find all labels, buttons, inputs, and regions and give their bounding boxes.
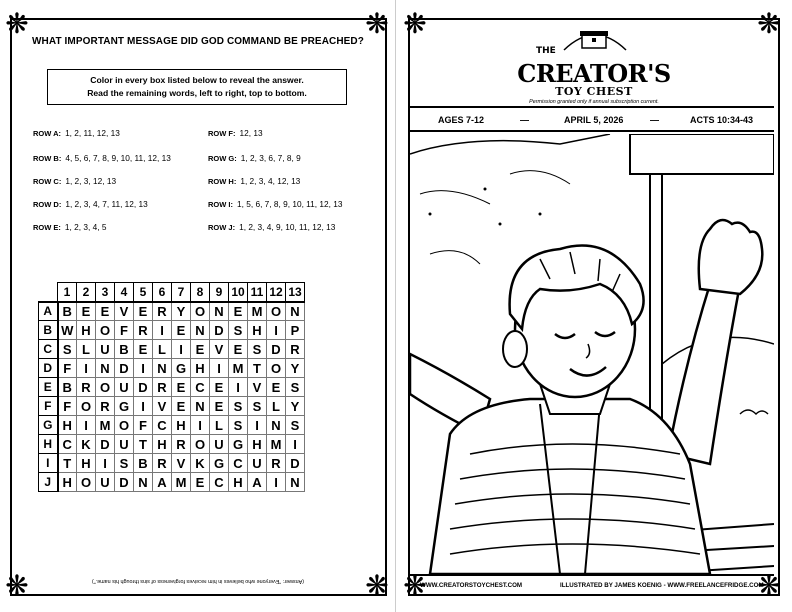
illustration-credit: ILLUSTRATED BY JAMES KOENIG - WWW.FREELANCEFRIDGE.COM — [560, 582, 764, 589]
grid-cell[interactable]: H — [153, 435, 172, 454]
grid-cell[interactable]: H — [248, 321, 267, 340]
grid-cell[interactable]: K — [191, 454, 210, 473]
grid-cell[interactable]: S — [248, 397, 267, 416]
row-header: G — [39, 416, 58, 435]
grid-cell[interactable]: I — [96, 454, 115, 473]
row-clue-a: ROW A: 1, 2, 11, 12, 13 — [33, 128, 120, 138]
grid-cell[interactable]: G — [229, 435, 248, 454]
grid-cell[interactable]: I — [191, 416, 210, 435]
grid-cell[interactable]: M — [96, 416, 115, 435]
grid-row — [39, 340, 305, 359]
permission-note: Permission granted only if annual subscription current. — [529, 99, 659, 105]
column-header: 2 — [77, 283, 96, 302]
row-clue-b: ROW B: 4, 5, 6, 7, 8, 9, 10, 11, 12, 13 — [33, 153, 171, 163]
grid-cell[interactable]: U — [115, 435, 134, 454]
grid-cell[interactable]: R — [286, 340, 305, 359]
grid-cell[interactable]: N — [267, 416, 286, 435]
instruction-line: Color in every box listed below to reveal the answer. — [90, 75, 304, 85]
grid-cell[interactable]: L — [210, 416, 229, 435]
grid-cell[interactable]: F — [58, 359, 77, 378]
grid-row — [39, 416, 305, 435]
grid-cell[interactable]: S — [229, 416, 248, 435]
grid-cell[interactable]: E — [172, 321, 191, 340]
grid-cell[interactable]: O — [191, 435, 210, 454]
grid-cell[interactable]: N — [286, 473, 305, 492]
row-header: B — [39, 321, 58, 340]
logo-the: THE — [536, 46, 556, 56]
grid-cell[interactable]: O — [96, 321, 115, 340]
grid-cell[interactable]: F — [115, 321, 134, 340]
grid-cell[interactable]: M — [172, 473, 191, 492]
grid-cell[interactable]: P — [286, 321, 305, 340]
grid-cell[interactable]: E — [172, 397, 191, 416]
grid-cell[interactable]: T — [134, 435, 153, 454]
upside-down-answer: (Answer: "Everyone who believes in him receives forgiveness of sins through his name.") — [91, 578, 305, 584]
row-clue-i: ROW I: 1, 5, 6, 7, 8, 9, 10, 11, 12, 13 — [208, 199, 343, 209]
grid-cell[interactable]: D — [267, 340, 286, 359]
grid-cell[interactable]: G — [115, 397, 134, 416]
grid-cell[interactable]: O — [191, 302, 210, 321]
grid-cell[interactable]: R — [77, 378, 96, 397]
grid-cell[interactable]: D — [134, 378, 153, 397]
grid-row — [39, 473, 305, 492]
grid-cell[interactable]: R — [153, 454, 172, 473]
grid-cell[interactable]: B — [58, 302, 77, 321]
grid-cell[interactable]: N — [96, 359, 115, 378]
lesson-date: APRIL 5, 2026 — [564, 115, 624, 125]
grid-cell[interactable]: V — [172, 454, 191, 473]
grid-cell[interactable]: O — [267, 359, 286, 378]
grid-cell[interactable]: I — [172, 340, 191, 359]
leaf-corner-icon: ❋ — [5, 569, 29, 602]
grid-cell[interactable]: D — [286, 454, 305, 473]
grid-cell[interactable]: N — [191, 397, 210, 416]
grid-cell[interactable]: D — [210, 321, 229, 340]
grid-cell[interactable]: E — [210, 397, 229, 416]
grid-cell[interactable]: B — [58, 378, 77, 397]
grid-cell[interactable]: G — [172, 359, 191, 378]
leaf-corner-icon: ❋ — [403, 7, 427, 40]
grid-cell[interactable]: E — [134, 340, 153, 359]
grid-cell[interactable]: M — [248, 302, 267, 321]
grid-cell[interactable]: H — [77, 454, 96, 473]
grid-row — [39, 321, 305, 340]
grid-row — [39, 378, 305, 397]
row-header: J — [39, 473, 58, 492]
grid-cell[interactable]: B — [115, 340, 134, 359]
grid-cell[interactable]: C — [229, 454, 248, 473]
grid-cell[interactable]: L — [267, 397, 286, 416]
grid-cell[interactable]: Y — [172, 302, 191, 321]
leaf-corner-icon: ❋ — [757, 7, 781, 40]
grid-row — [39, 302, 305, 321]
row-header: E — [39, 378, 58, 397]
grid-cell[interactable]: N — [286, 302, 305, 321]
logo-subtitle: TOY CHEST — [555, 85, 633, 98]
grid-row — [39, 397, 305, 416]
column-header: 5 — [134, 283, 153, 302]
separator: — — [650, 115, 659, 125]
column-header: 7 — [172, 283, 191, 302]
grid-cell[interactable]: S — [229, 397, 248, 416]
grid-cell[interactable]: E — [229, 302, 248, 321]
column-header: 11 — [248, 283, 267, 302]
grid-cell[interactable]: T — [58, 454, 77, 473]
grid-cell[interactable]: V — [153, 397, 172, 416]
grid-cell[interactable]: C — [58, 435, 77, 454]
grid-cell[interactable]: R — [172, 435, 191, 454]
grid-cell[interactable]: U — [248, 454, 267, 473]
grid-cell[interactable]: E — [172, 378, 191, 397]
separator: — — [520, 115, 529, 125]
row-clue-j: ROW J: 1, 2, 3, 4, 9, 10, 11, 12, 13 — [208, 222, 336, 232]
grid-cell[interactable]: C — [210, 473, 229, 492]
grid-cell[interactable]: L — [153, 340, 172, 359]
grid-cell[interactable]: S — [229, 321, 248, 340]
creators-toy-chest-logo — [396, 30, 792, 100]
footer-bar — [410, 574, 774, 592]
grid-cell[interactable]: H — [191, 359, 210, 378]
grid-cell[interactable]: N — [134, 473, 153, 492]
column-header: 12 — [267, 283, 286, 302]
grid-cell[interactable]: E — [210, 378, 229, 397]
grid-cell[interactable]: S — [115, 454, 134, 473]
grid-cell[interactable]: K — [77, 435, 96, 454]
grid-cell[interactable]: T — [248, 359, 267, 378]
grid-cell[interactable]: H — [172, 416, 191, 435]
grid-cell[interactable]: I — [267, 321, 286, 340]
grid-cell[interactable]: U — [115, 378, 134, 397]
row-header: F — [39, 397, 58, 416]
column-header: 8 — [191, 283, 210, 302]
leaf-corner-icon: ❋ — [5, 7, 29, 40]
grid-cell[interactable]: H — [58, 473, 77, 492]
age-range: AGES 7-12 — [438, 115, 485, 125]
leaf-corner-icon: ❋ — [403, 569, 427, 602]
grid-cell[interactable]: O — [96, 378, 115, 397]
grid-cell[interactable]: M — [267, 435, 286, 454]
grid-cell[interactable]: C — [153, 416, 172, 435]
grid-cell[interactable]: C — [191, 378, 210, 397]
grid-cell[interactable]: D — [96, 435, 115, 454]
grid-cell[interactable]: F — [58, 397, 77, 416]
leaf-corner-icon: ❋ — [757, 569, 781, 602]
grid-cell[interactable]: I — [77, 359, 96, 378]
grid-cell[interactable]: N — [191, 321, 210, 340]
grid-cell[interactable]: S — [248, 340, 267, 359]
grid-cell[interactable]: S — [286, 416, 305, 435]
row-header: A — [39, 302, 58, 321]
row-clue-g: ROW G: 1, 2, 3, 6, 7, 8, 9 — [208, 153, 301, 163]
row-header: C — [39, 340, 58, 359]
grid-cell[interactable]: I — [134, 397, 153, 416]
grid-cell[interactable]: E — [267, 378, 286, 397]
grid-cell[interactable]: A — [248, 473, 267, 492]
row-header: H — [39, 435, 58, 454]
grid-cell[interactable]: R — [153, 378, 172, 397]
row-clue-e: ROW E: 1, 2, 3, 4, 5 — [33, 222, 107, 232]
grid-cell[interactable]: D — [115, 473, 134, 492]
column-header: 13 — [286, 283, 305, 302]
row-clue-f: ROW F: 12, 13 — [208, 128, 263, 138]
grid-cell[interactable]: L — [77, 340, 96, 359]
grid-cell[interactable]: R — [267, 454, 286, 473]
grid-cell[interactable]: R — [96, 397, 115, 416]
grid-cell[interactable]: M — [229, 359, 248, 378]
grid-row — [39, 454, 305, 473]
grid-cell[interactable]: I — [134, 359, 153, 378]
grid-cell[interactable]: Y — [286, 359, 305, 378]
grid-cell[interactable]: V — [210, 340, 229, 359]
grid-corner — [39, 283, 58, 302]
grid-cell[interactable]: O — [115, 416, 134, 435]
grid-cell[interactable]: N — [153, 359, 172, 378]
grid-cell[interactable]: N — [210, 302, 229, 321]
row-clue-h: ROW H: 1, 2, 3, 4, 12, 13 — [208, 176, 301, 186]
grid-cell[interactable]: A — [153, 473, 172, 492]
column-header: 3 — [96, 283, 115, 302]
grid-cell[interactable]: I — [210, 359, 229, 378]
grid-cell[interactable]: W — [58, 321, 77, 340]
grid-cell[interactable]: I — [229, 378, 248, 397]
column-header: 10 — [229, 283, 248, 302]
row-header: I — [39, 454, 58, 473]
grid-cell[interactable]: E — [229, 340, 248, 359]
instructions-box — [47, 69, 347, 105]
grid-cell[interactable]: V — [115, 302, 134, 321]
grid-cell[interactable]: I — [153, 321, 172, 340]
grid-cell[interactable]: G — [210, 454, 229, 473]
puzzle-question: WHAT IMPORTANT MESSAGE DID GOD COMMAND BE PREACHED? — [32, 36, 364, 47]
grid-cell[interactable]: B — [134, 454, 153, 473]
row-header: D — [39, 359, 58, 378]
logo-title: CREATOR'S — [517, 59, 671, 88]
grid-cell[interactable]: D — [115, 359, 134, 378]
coloring-illustration — [410, 134, 774, 574]
grid-cell[interactable]: E — [191, 473, 210, 492]
grid-cell[interactable]: H — [58, 416, 77, 435]
toy-chest-icon — [562, 26, 628, 52]
column-header: 4 — [115, 283, 134, 302]
row-clue-d: ROW D: 1, 2, 3, 4, 7, 11, 12, 13 — [33, 199, 148, 209]
grid-cell[interactable]: O — [267, 302, 286, 321]
row-clue-c: ROW C: 1, 2, 3, 12, 13 — [33, 176, 117, 186]
grid-cell[interactable]: I — [286, 435, 305, 454]
grid-cell[interactable]: Y — [286, 397, 305, 416]
grid-cell[interactable]: R — [153, 302, 172, 321]
website-link[interactable]: WWW.CREATORSTOYCHEST.COM — [420, 582, 523, 589]
grid-cell[interactable]: I — [77, 416, 96, 435]
grid-row — [39, 359, 305, 378]
leaf-corner-icon: ❋ — [365, 7, 389, 40]
grid-cell[interactable]: E — [191, 340, 210, 359]
grid-cell[interactable]: E — [77, 302, 96, 321]
coloring-page — [396, 0, 792, 612]
grid-cell[interactable]: V — [248, 378, 267, 397]
grid-cell[interactable]: O — [77, 397, 96, 416]
grid-cell[interactable]: I — [248, 416, 267, 435]
grid-cell[interactable]: U — [96, 473, 115, 492]
grid-cell[interactable]: F — [134, 416, 153, 435]
column-header: 9 — [210, 283, 229, 302]
grid-cell[interactable]: I — [267, 473, 286, 492]
grid-cell[interactable]: S — [58, 340, 77, 359]
grid-cell[interactable]: H — [77, 321, 96, 340]
grid-cell[interactable]: E — [96, 302, 115, 321]
grid-cell[interactable]: H — [248, 435, 267, 454]
grid-cell[interactable]: U — [210, 435, 229, 454]
grid-cell[interactable]: E — [134, 302, 153, 321]
column-header: 1 — [58, 283, 77, 302]
column-header: 6 — [153, 283, 172, 302]
grid-cell[interactable]: S — [286, 378, 305, 397]
grid-cell[interactable]: O — [77, 473, 96, 492]
letter-grid — [38, 282, 305, 492]
grid-cell[interactable]: H — [229, 473, 248, 492]
scripture-reference: ACTS 10:34-43 — [690, 115, 754, 125]
grid-cell[interactable]: U — [96, 340, 115, 359]
grid-cell[interactable]: R — [134, 321, 153, 340]
grid-row — [39, 435, 305, 454]
instruction-line: Read the remaining words, left to right, top to bottom. — [87, 88, 307, 98]
info-bar — [410, 106, 774, 132]
leaf-corner-icon: ❋ — [365, 569, 389, 602]
